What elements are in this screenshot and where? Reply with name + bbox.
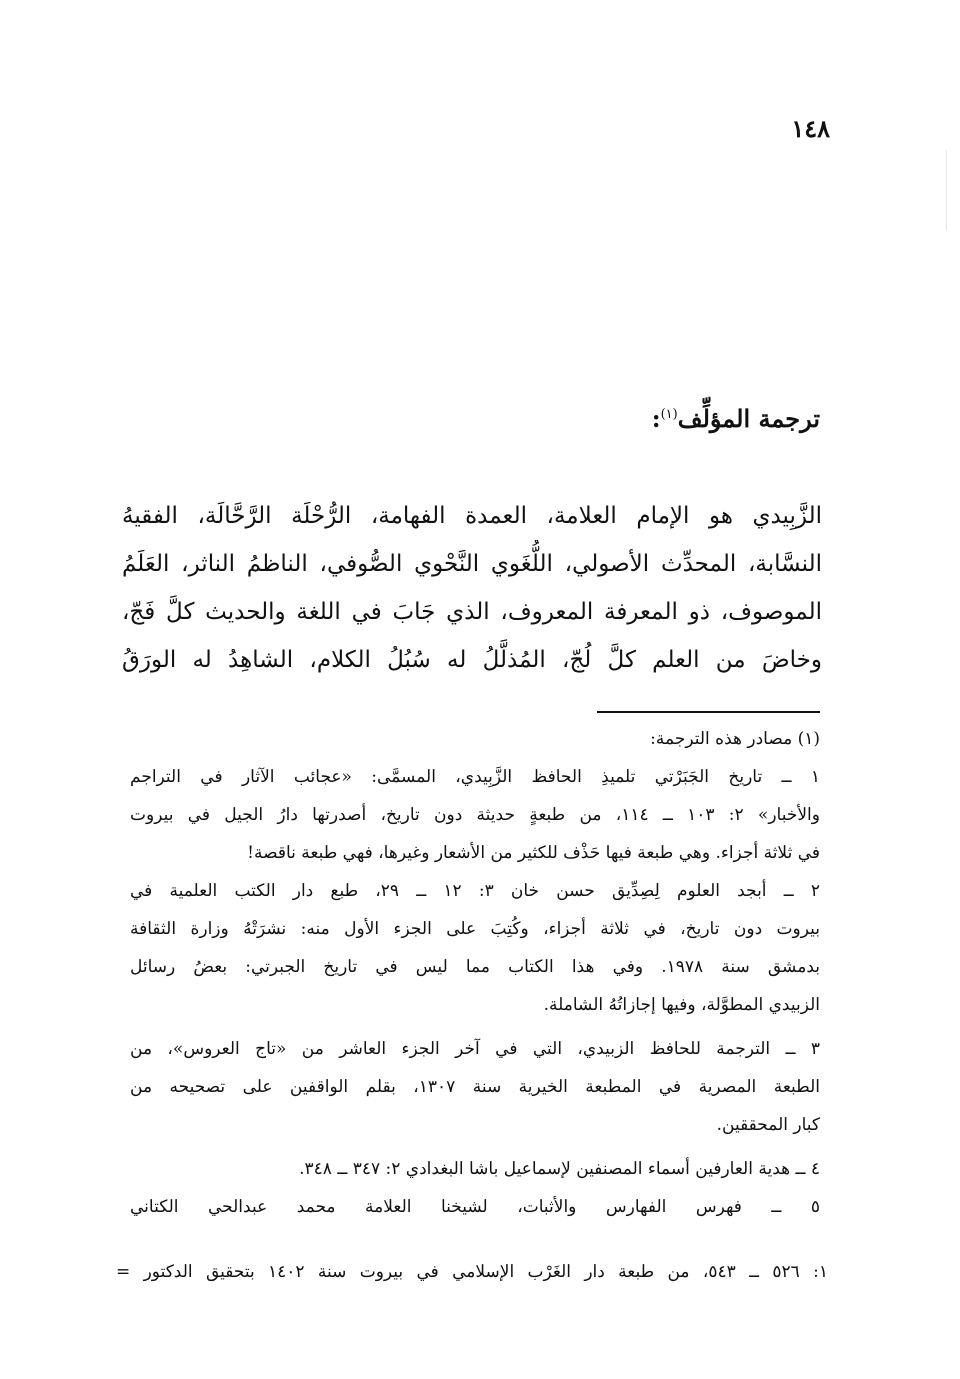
- body-line: الزَّبِيدي هو الإمام العلامة، العمدة الفهامة، الرُّحْلَة الرَّحَّالَة، الفقيهُ: [122, 503, 822, 529]
- footnote-line: ٣ ــ الترجمة للحافظ الزبيدي، التي في آخر الجزء العاشر من «تاج العروس»، من: [130, 1039, 820, 1059]
- scan-margin-line: [946, 150, 947, 230]
- footnote-continuation-line: ١: ٥٢٦ ــ ٥٤٣، من طبعة دار الغَرْب الإسلامي في بيروت سنة ١٤٠٢ بتحقيق الدكتور =: [116, 1262, 828, 1282]
- footnote-separator: [597, 711, 820, 713]
- footnotes: [130, 720, 820, 1226]
- section-heading: [120, 404, 820, 433]
- footnote-line: الطبعة المصرية في المطبعة الخيرية سنة ١٣٠٧، بقلم الواقفين على تصحيحه من: [130, 1077, 820, 1097]
- footnote-line: ٥ ــ فهرس الفهارس والأثبات، لشيخنا العلامة محمد عبدالحي الكتاني: [130, 1197, 820, 1217]
- footnote-line: الزبيدي المطوَّلة، وفيها إجازاتُهُ الشاملة.: [543, 995, 820, 1015]
- page-number: ١٤٨: [791, 114, 830, 143]
- footnote-line: بيروت دون تاريخ، في ثلاثة أجزاء، وكُتِبَ على الجزء الأول منه: نشرَتْهُ وزارة الثقافة: [130, 919, 820, 939]
- footnote-line: كبار المحققين.: [716, 1115, 820, 1135]
- body-line: النسَّابة، المحدِّث الأصولي، اللُّغَوي النَّحْوي الصُّوفي، الناظمُ الناثر، العَلَمُ: [122, 551, 822, 577]
- footnote-line: ١ ــ تاريخ الجَبَرْتي تلميذِ الحافظ الزَّبِيدي، المسمَّى: «عجائب الآثار في التراجم: [130, 767, 820, 787]
- footnote-line: والأخبار» ٢: ١٠٣ ــ ١١٤، من طبعةٍ حديثة دون تاريخ، أصدرتها دارُ الجيل في بيروت: [130, 805, 820, 825]
- footnote-title: (١) مصادر هذه الترجمة:: [650, 729, 820, 749]
- footnote-reference[interactable]: (١): [660, 407, 678, 422]
- footnote-line: في ثلاثة أجزاء. وهي طبعة فيها حَذْف للكثير من الأشعار وغيرها، فهي طبعة ناقصة!: [247, 843, 820, 863]
- heading-title: ترجمة المؤلِّف: [677, 404, 820, 433]
- footnote-line: بدمشق سنة ١٩٧٨. وفي هذا الكتاب مما ليس في تاريخ الجبرتي: بعضُ رسائل: [130, 957, 820, 977]
- footnote-line: ٤ ــ هدية العارفين أسماء المصنفين لإسماعيل باشا البغدادي ٢: ٣٤٧ ــ ٣٤٨.: [299, 1159, 820, 1179]
- footnote-line: ٢ ــ أبجد العلوم لِصِدِّيق حسن خان ٣: ١٢ ــ ٢٩، طبع دار الكتب العلمية في: [130, 881, 820, 901]
- body-line: وخاضَ من العلم كلَّ لُجّ، المُذلَّلُ له سُبُلُ الكلام، الشاهِدُ له الورَقُ: [122, 647, 822, 673]
- main-paragraph: [122, 492, 822, 684]
- body-line: الموصوف، ذو المعرفة المعروف، الذي جَابَ في اللغة والحديث كلَّ فَجّ،: [122, 599, 822, 625]
- heading-suffix: :: [651, 404, 661, 433]
